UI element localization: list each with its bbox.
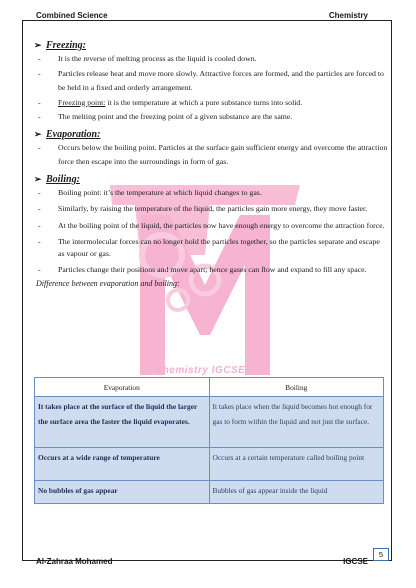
boiling-bullet: - Similarly, by raising the temperature of the liquid, the particles gain more energy, they move faster. [38,204,368,213]
page-footer [36,557,368,569]
boiling-bullet: - At the boiling point of the liquid, the particles now have enough energy to overcome the attraction force. [38,220,385,230]
boiling-heading: ➢ Boiling: [34,173,80,185]
evaporation-heading: ➢ Evaporation: [34,128,101,140]
table-cell: No bubbles of gas appear [35,481,210,504]
freezing-bullet: - The melting point and the freezing point of a given substance are the same. [38,112,293,121]
table-cell: It takes place at the surface of the liquid the larger the surface area the faster the liquid evaporates. [35,397,210,448]
arrow-bullet-icon: ➢ [34,173,42,184]
table-cell: Occurs at a wide range of temperature [35,448,210,481]
header-subject: Combined Science [36,11,108,20]
boiling-bullet: - Particles change their positions and move apart; hence gases can flow and expand to fill any space. [38,265,367,274]
page-number: 5 [373,548,389,561]
freezing-bullet: - It is the reverse of melting process as the liquid is cooled down. [38,54,257,63]
table-row [35,448,384,481]
freezing-point-term: Freezing point: [58,97,106,107]
table-row [35,481,384,504]
freezing-heading: ➢ Freezing: [34,40,86,51]
comparison-table [34,377,384,504]
header-topic: Chemistry [328,11,368,20]
arrow-bullet-icon: ➢ [34,40,42,50]
page-header [36,11,368,23]
footer-author: Al-Zahraa Mohamed [36,557,113,566]
boiling-bullet: - The intermolecular forces can no longer hold the particles together, so the particles separate and escape as vapour or gas. [38,237,380,258]
difference-title: Difference between evaporation and boiling: [36,278,180,288]
table-cell: Bubbles of gas appear inside the liquid [209,481,384,504]
watermark-line1: Chemistry IGCSE [155,365,246,376]
content [34,39,388,290]
evaporation-bullet: - Occurs below the boiling point. Particles at the surface gain sufficient energy and overcome the attraction force then escape into the surroundings in form of gas. [38,142,388,166]
column-header: Evaporation [35,378,210,397]
table-cell: Occurs at a certain temperature called boiling point [209,448,384,481]
table-cell: It takes place when the liquid becomes hot enough for gas to form within the liquid and not just the surface. [209,397,384,448]
footer-course: IGCSE [343,557,368,566]
table-header-row [35,378,384,397]
freezing-bullet: - Freezing point: it is the temperature at which a pure substance turns into solid. [38,97,303,107]
column-header: Boiling [209,378,384,397]
freezing-bullet: - Particles release heat and move more slowly. Attractive forces are formed, and the particles are forced to be held in a fixed and orderly arrangement. [38,68,384,92]
arrow-bullet-icon: ➢ [34,128,42,139]
table-row [35,397,384,448]
boiling-bullet: - Boiling point: it’s the temperature at which liquid changes to gas. [38,187,262,197]
